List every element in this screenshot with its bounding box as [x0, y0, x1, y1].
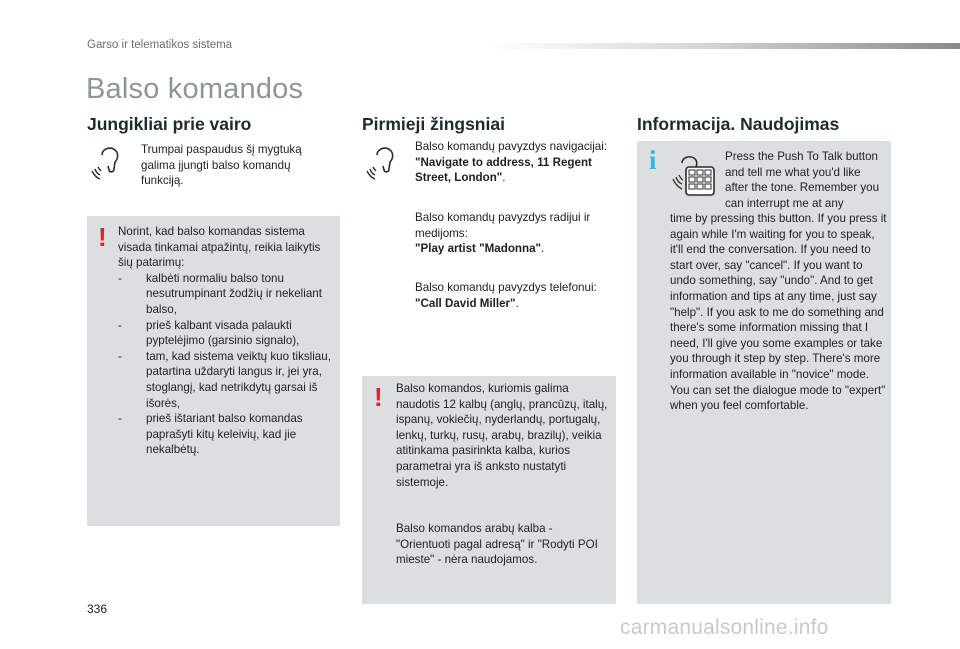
- page-number: 336: [87, 602, 108, 616]
- col2-warning-p2: Balso komandos arabų kalba - "Orientuoti pagal adresą" ir "Rodyti POI mieste" - nėra naudojamos.: [396, 522, 598, 567]
- list-item: - kalbėti normaliu balso tonu nesutrumpinant žodžių ir nekeliant balso,: [118, 271, 322, 316]
- nav-example: Balso komandų pavyzdys navigacijai: "Navigate to address, 11 Regent Street, London".: [415, 140, 608, 185]
- page-title: Balso komandos: [86, 73, 304, 105]
- list-item: - tam, kad sistema veiktų kuo tiksliau, patartina uždaryti langus ir, jei yra, stoglangį, kad netrikdytų garsai iš išorės,: [118, 349, 331, 410]
- col1-warning-list: [118, 271, 336, 458]
- watermark: carmanualsonline.info: [620, 616, 829, 639]
- col1-warning-lead: Norint, kad balso komandas sistema visada tinkamai atpažintų, reikia laikytis šių patarimų:: [118, 225, 321, 270]
- voice-keypad-icon: [670, 153, 716, 197]
- info-icon: i: [649, 145, 657, 175]
- col2-warning-p1: Balso komandos, kuriomis galima naudotis 12 kalbų (anglų, prancūzų, italų, ispanų, vokiečių, nyderlandų, portugalų, lenkų, turkų, rusų, arabų, brazilų), veikia atitinkama pasirinkta kalba, kurios parametrai yra iš anksto nustatyti sistemoje.: [396, 382, 608, 489]
- col2-warning-panel: [362, 376, 616, 604]
- info-text-beside-icon: Press the Push To Talk button and tell me what you'd like after the tone. Remember you can interrupt me at any: [725, 150, 880, 210]
- media-command: "Play artist "Madonna": [415, 242, 542, 256]
- list-item: - prieš ištariant balso komandas paprašyti kitų keleivių, kad jie nekalbėtų.: [118, 412, 303, 457]
- voice-command-icon: [88, 143, 128, 185]
- col1-warning-text: [118, 224, 336, 458]
- phone-command: "Call David Miller": [415, 296, 516, 310]
- phone-example: Balso komandų pavyzdys telefonui: "Call David Miller".: [415, 281, 597, 310]
- section-header: Garso ir telematikos sistema: [87, 39, 233, 51]
- list-item: - prieš kalbant visada palaukti pyptelėjimo (garsinio signalo),: [118, 318, 300, 348]
- header-rule: [490, 43, 960, 49]
- col1-warning-panel: [87, 216, 340, 526]
- media-example: Balso komandų pavyzdys radijui ir medijoms: "Play artist "Madonna".: [415, 211, 591, 256]
- warning-icon: !: [98, 222, 107, 252]
- warning-icon: !: [374, 382, 383, 412]
- voice-command-icon: [363, 143, 403, 185]
- info-text: time by pressing this button. If you press it again while I'm waiting for you to speak, it'll end the conversation. If you need to start over, say "cancel". If you want to undo something, say "undo". And to get information and tips at any time, just say "help". If you ask to me do something and there's some information missing that I need, I'll give you some examples or take you through it step by step. There's more information available in "novice" mode. You can set the dialogue mode to "expert" when you feel comfortable.: [670, 212, 887, 413]
- col2-heading: Pirmieji žingsniai: [362, 114, 505, 134]
- nav-command: "Navigate to address, 11 Regent Street, London": [415, 155, 592, 185]
- col1-heading: Jungikliai prie vairo: [87, 114, 252, 134]
- col1-intro: Trumpai paspaudus šį mygtuką galima įjungti balso komandų funkciją.: [141, 143, 302, 188]
- col3-heading: Informacija. Naudojimas: [637, 114, 840, 134]
- col3-info-panel: [637, 141, 891, 604]
